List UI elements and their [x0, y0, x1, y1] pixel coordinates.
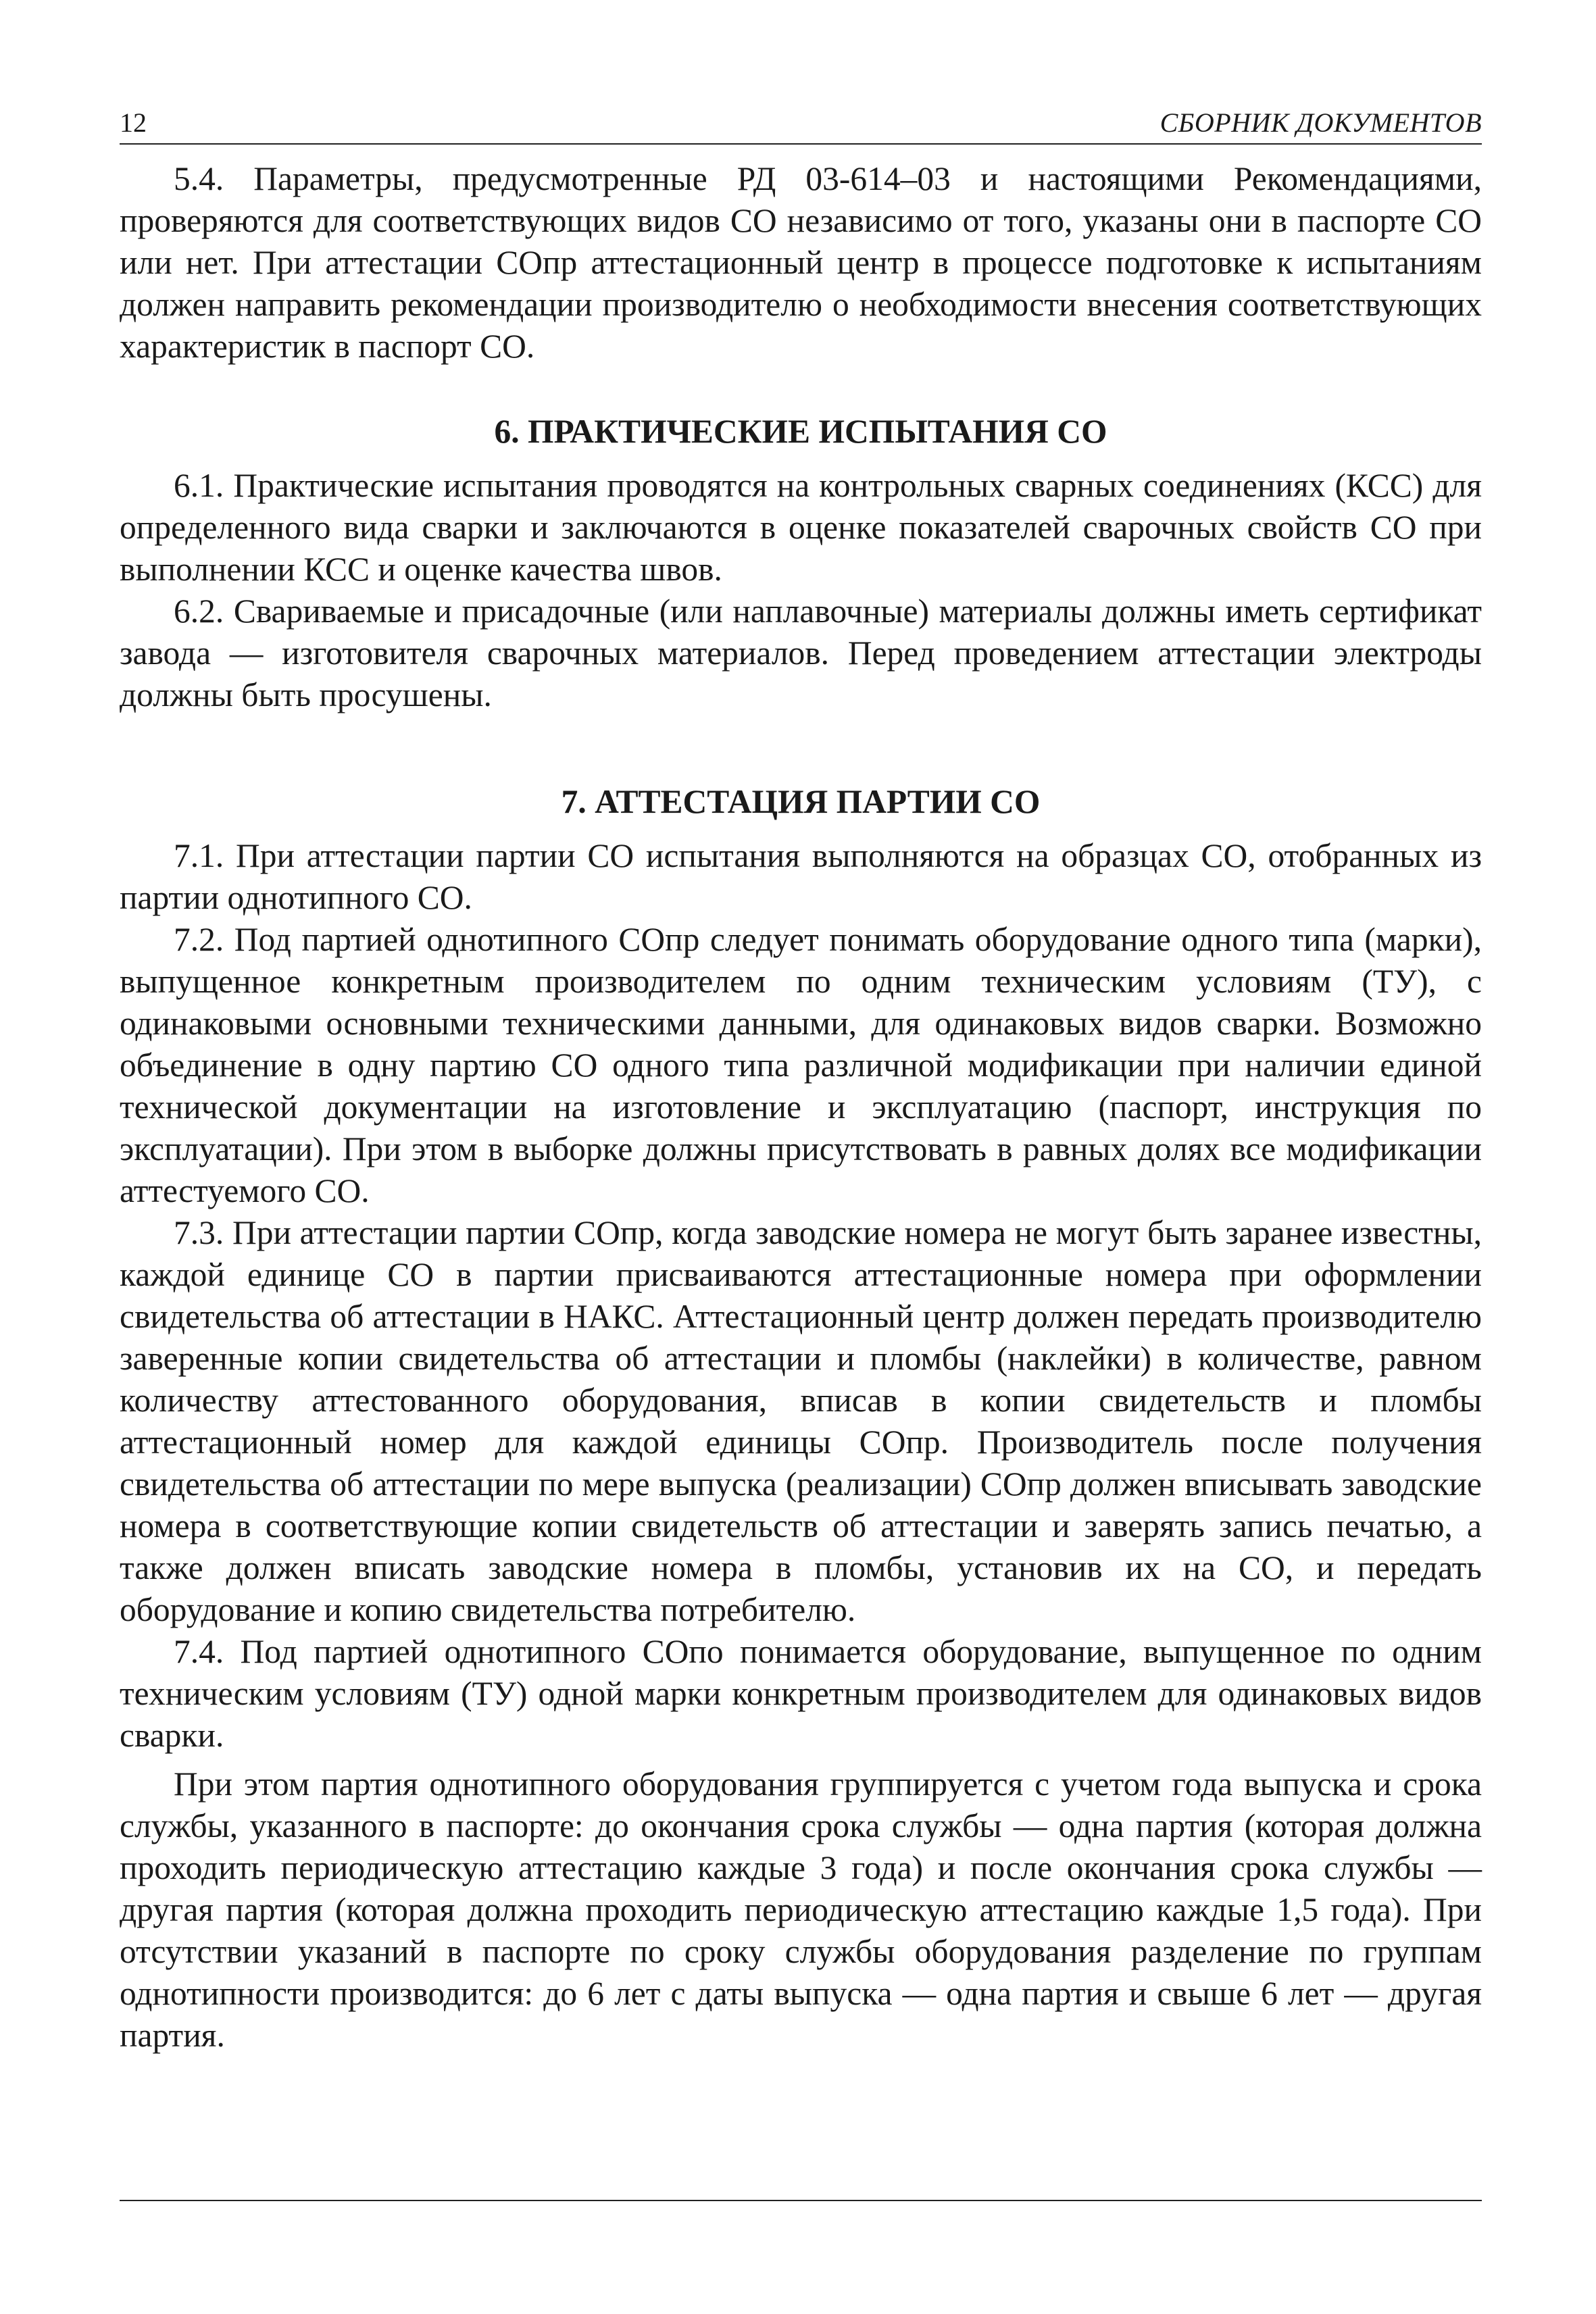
- section-7-heading: 7. АТТЕСТАЦИЯ ПАРТИИ СО: [561, 783, 1041, 820]
- running-title: СБОРНИК ДОКУМЕНТОВ: [1159, 107, 1482, 138]
- paragraph-7-2: 7.2. Под партией однотипного СОпр следует понимать оборудование одного типа (марки), выпущенное конкретным производителем по одним техническим условиям (ТУ), с одинаковыми основными техническими данными, для одинаковых видов сварки. Возможно объединение в одну партию СО одного типа различной модификации при наличии единой технической документации на изготовление и эксплуатацию (паспорт, инструкция по эксплуатации). При этом в выборке должны присутствовать в равных долях все модификации аттестуемого СО.: [120, 921, 1482, 1209]
- paragraph-6-1: 6.1. Практические испытания проводятся на контрольных сварных соединениях (КСС) для определенного вида сварки и заключаются в оценке показателей сварочных свойств СО при выполнении КСС и оценке качества швов.: [120, 467, 1482, 588]
- paragraph-6-2: 6.2. Свариваемые и присадочные (или наплавочные) материалы должны иметь сертификат завода — изготовителя сварочных материалов. Перед проведением аттестации электроды должны быть просушены.: [120, 593, 1482, 713]
- document-body: [120, 158, 1482, 2057]
- paragraph-7-4: 7.4. Под партией однотипного СОпо понимается оборудование, выпущенное по одним техническим условиям (ТУ) одной марки конкретным производителем для одинаковых видов сварки.: [120, 1633, 1482, 1754]
- paragraph-5-4: 5.4. Параметры, предусмотренные РД 03-614–03 и настоящими Рекомендациями, проверяются для соответствующих видов СО независимо от того, указаны они в паспорте СО или нет. При аттестации СОпр аттестационный центр в процессе подготовке к испытаниям должен направить рекомендации производителю о необходимости внесения соответствующих характеристик в паспорт СО.: [120, 160, 1482, 365]
- footer-rule: [120, 2200, 1482, 2201]
- running-header: [120, 100, 1482, 145]
- paragraph-7-1: 7.1. При аттестации партии СО испытания выполняются на образцах СО, отобранных из партии однотипного СО.: [120, 837, 1482, 916]
- page-number: 12: [120, 107, 147, 138]
- section-6-heading: 6. ПРАКТИЧЕСКИЕ ИСПЫТАНИЯ СО: [494, 413, 1107, 450]
- document-page: [120, 0, 1482, 2314]
- paragraph-7-4-continuation: При этом партия однотипного оборудования группируется с учетом года выпуска и срока службы, указанного в паспорте: до окончания срока службы — одна партия (которая должна проходить периодическую аттестацию каждые 3 года) и после окончания срока службы — другая партия (которая должна проходить периодическую аттестацию каждые 1,5 года). При отсутствии указаний в паспорте по сроку службы оборудования разделение по группам однотипности производится: до 6 лет с даты выпуска — одна партия и свыше 6 лет — другая партия.: [120, 1765, 1482, 2054]
- paragraph-7-3: 7.3. При аттестации партии СОпр, когда заводские номера не могут быть заранее известны, каждой единице СО в партии присваиваются аттестационные номера при оформлении свидетельства об аттестации в НАКС. Аттестационный центр должен передать производителю заверенные копии свидетельства об аттестации и пломбы (наклейки) в количестве, равном количеству аттестованного оборудования, вписав в копии свидетельств и пломбы аттестационный номер для каждой единицы СОпр. Производитель после получения свидетельства об аттестации по мере выпуска (реализации) СОпр должен вписывать заводские номера в соответствующие копии свидетельств об аттестации и заверять запись печатью, а также должен вписать заводские номера в пломбы, установив их на СО, и передать оборудование и копию свидетельства потребителю.: [120, 1214, 1482, 1628]
